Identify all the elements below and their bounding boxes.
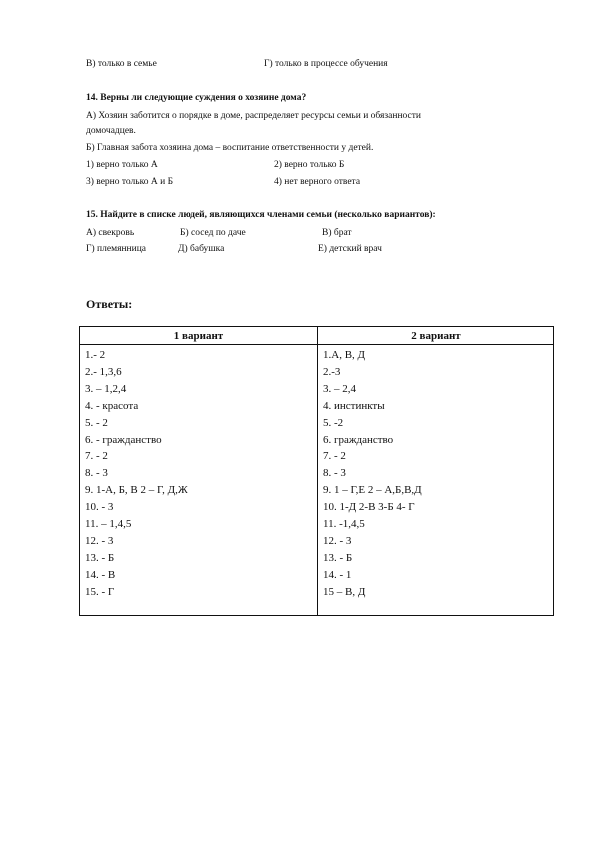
variant-1-answer-15: 15. - Г <box>85 585 115 598</box>
variant-2-answer-12: 12. - 3 <box>323 534 352 547</box>
question-15-title: 15. Найдите в списке людей, являющихся членами семьи (несколько вариантов): <box>86 210 436 220</box>
question-14-statement-a: А) Хозяин заботится о порядке в доме, распределяет ресурсы семьи и обязанности <box>86 111 421 121</box>
variant-1-answer-13: 13. - Б <box>85 551 115 564</box>
variant-2-answer-5: 5. -2 <box>323 416 344 429</box>
variant-1-answer-2: 2.- 1,3,6 <box>85 365 122 378</box>
variant-1-header: 1 вариант <box>173 330 224 342</box>
answers-table <box>79 326 554 616</box>
variant-2-answer-4: 4. инстинкты <box>323 399 385 412</box>
variant-2-answer-8: 8. - 3 <box>323 467 346 480</box>
answers-heading: Ответы: <box>86 297 133 311</box>
variant-2-answer-10: 10. 1-Д 2-В 3-Б 4- Г <box>323 501 415 514</box>
question-14-title: 14. Верны ли следующие суждения о хозяине дома? <box>86 93 307 103</box>
variant-1-answers-list <box>85 347 188 601</box>
variant-1-answer-6: 6. - гражданство <box>85 433 162 446</box>
variant-2-answer-15: 15 – В, Д <box>323 585 366 598</box>
question-14-option-1: 1) верно только А <box>86 160 158 170</box>
variant-1-answer-5: 5. - 2 <box>85 416 108 429</box>
variant-2-header: 2 вариант <box>411 330 461 342</box>
table-column-divider <box>317 327 318 615</box>
question-15-option-b: Б) сосед по даче <box>180 228 246 238</box>
option-v-family: В) только в семье <box>86 59 157 69</box>
variant-1-answer-8: 8. - 3 <box>85 467 108 480</box>
question-14-statement-a-cont: домочадцев. <box>86 126 136 136</box>
variant-2-answer-13: 13. - Б <box>323 551 353 564</box>
variant-1-answer-11: 11. – 1,4,5 <box>85 518 132 531</box>
variant-1-answer-10: 10. - 3 <box>85 501 114 514</box>
question-15-option-g: Г) племянница <box>86 244 147 254</box>
option-g-learning: Г) только в процессе обучения <box>264 59 388 69</box>
variant-2-answer-11: 11. -1,4,5 <box>323 518 365 531</box>
question-14-option-3: 3) верно только А и Б <box>86 177 174 187</box>
question-14-option-2: 2) верно только Б <box>274 160 345 170</box>
variant-1-answer-9: 9. 1-А, Б, В 2 – Г, Д,Ж <box>85 484 188 497</box>
question-15-option-v: В) брат <box>322 228 352 238</box>
question-15-option-d: Д) бабушка <box>178 244 225 254</box>
variant-1-answer-4: 4. - красота <box>85 399 139 412</box>
variant-1-answer-12: 12. - 3 <box>85 534 114 547</box>
variant-2-answer-3: 3. – 2,4 <box>323 382 356 395</box>
variant-1-answer-14: 14. - В <box>85 568 116 581</box>
table-header-divider <box>80 344 553 345</box>
variant-1-answer-1: 1.- 2 <box>85 349 106 361</box>
variant-2-answer-1: 1.А, В, Д <box>323 349 366 361</box>
variant-2-answer-9: 9. 1 – Г,Е 2 – А,Б,В,Д <box>323 484 422 497</box>
variant-2-answers-list <box>323 347 422 601</box>
variant-2-answer-6: 6. гражданство <box>323 433 394 446</box>
variant-1-answer-3: 3. – 1,2,4 <box>85 382 127 395</box>
variant-1-answer-7: 7. - 2 <box>85 450 108 463</box>
variant-2-answer-2: 2.-3 <box>323 365 341 378</box>
question-14-option-4: 4) нет верного ответа <box>274 177 361 187</box>
question-15-option-a: А) свекровь <box>86 228 135 238</box>
variant-2-answer-7: 7. - 2 <box>323 450 346 463</box>
variant-2-answer-14: 14. - 1 <box>323 568 352 581</box>
question-14-statement-b: Б) Главная забота хозяина дома – воспитание ответственности у детей. <box>86 143 374 153</box>
question-15-option-e: Е) детский врач <box>318 244 382 254</box>
